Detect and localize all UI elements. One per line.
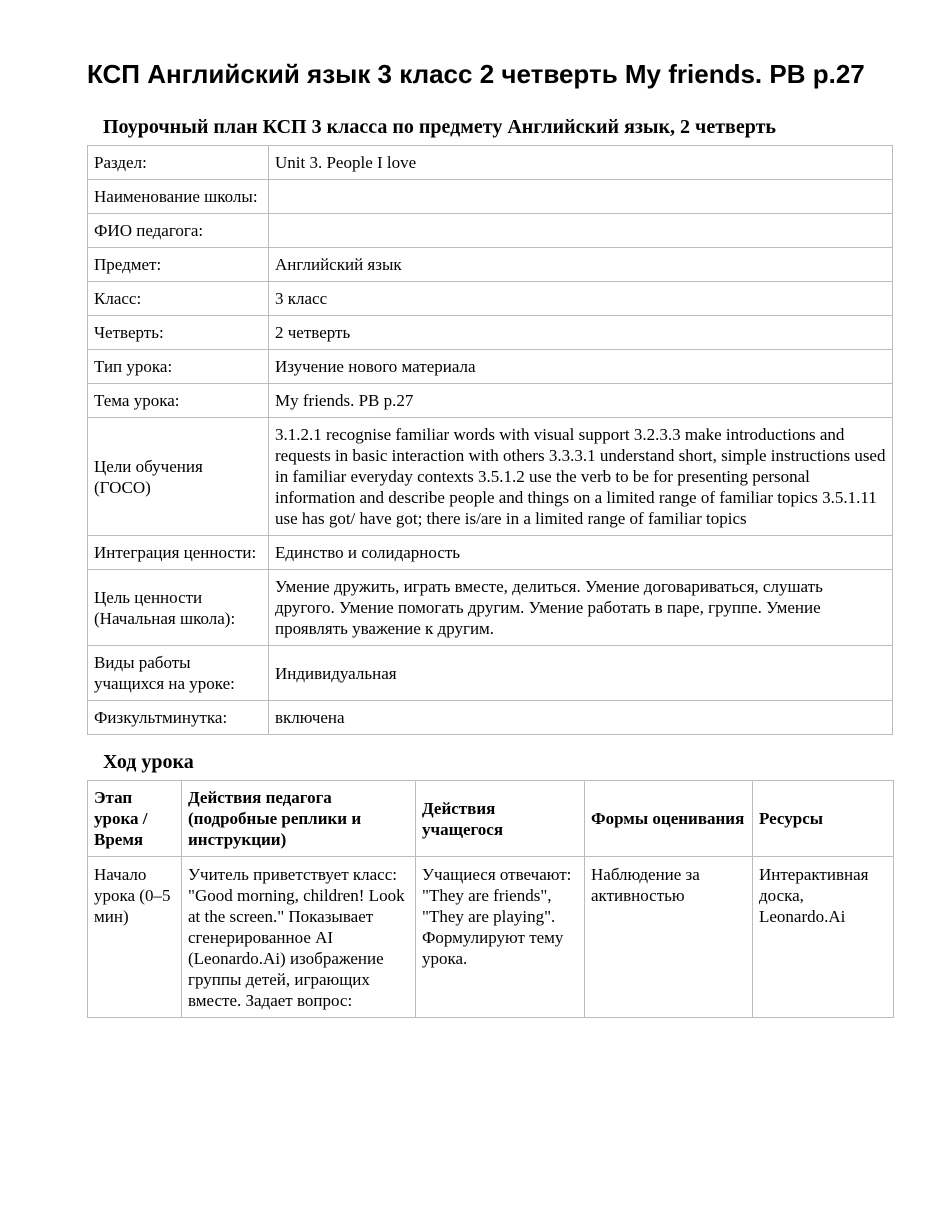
info-label: Наименование школы: xyxy=(88,180,269,214)
info-label: Четверть: xyxy=(88,316,269,350)
info-label: ФИО педагога: xyxy=(88,214,269,248)
info-value: Английский язык xyxy=(269,248,893,282)
info-row-section xyxy=(88,146,893,180)
flow-header-student-actions: Действия учащегося xyxy=(416,781,585,857)
flow-header-resources: Ресурсы xyxy=(753,781,894,857)
flow-header-assessment: Формы оценивания xyxy=(585,781,753,857)
info-label: Цель ценности (Начальная школа): xyxy=(88,570,269,646)
info-label: Тип урока: xyxy=(88,350,269,384)
info-label: Виды работы учащихся на уроке: xyxy=(88,646,269,701)
document-title: КСП Английский язык 3 класс 2 четверть My friends. PB p.27 xyxy=(87,59,865,89)
flow-cell-stage: Начало урока (0–5 мин) xyxy=(88,857,182,1018)
info-label: Физкультминутка: xyxy=(88,701,269,735)
flow-cell-student-actions: Учащиеся отвечают: "They are friends", "They are playing". Формулируют тему урока. xyxy=(416,857,585,1018)
document-page xyxy=(87,58,893,1018)
info-value: Индивидуальная xyxy=(269,646,893,701)
info-value: 2 четверть xyxy=(269,316,893,350)
info-label: Предмет: xyxy=(88,248,269,282)
info-value xyxy=(269,214,893,248)
info-row-work-types xyxy=(88,646,893,701)
lesson-flow-heading: Ход урока xyxy=(103,751,194,773)
info-value: 3 класс xyxy=(269,282,893,316)
info-value: включена xyxy=(269,701,893,735)
info-value: Unit 3. People I love xyxy=(269,146,893,180)
info-label: Раздел: xyxy=(88,146,269,180)
info-value: Единство и солидарность xyxy=(269,536,893,570)
info-row-physical-break xyxy=(88,701,893,735)
flow-header-teacher-actions: Действия педагога (подробные реплики и инструкции) xyxy=(182,781,416,857)
info-label: Класс: xyxy=(88,282,269,316)
lesson-plan-heading: Поурочный план КСП 3 класса по предмету Английский язык, 2 четверть xyxy=(103,116,776,138)
table-row xyxy=(88,857,894,1018)
info-row-lesson-topic xyxy=(88,384,893,418)
info-label: Цели обучения (ГОСО) xyxy=(88,418,269,536)
info-value: My friends. PB p.27 xyxy=(269,384,893,418)
info-row-teacher xyxy=(88,214,893,248)
info-row-lesson-type xyxy=(88,350,893,384)
info-row-school xyxy=(88,180,893,214)
flow-cell-assessment: Наблюдение за активностью xyxy=(585,857,753,1018)
info-value: Изучение нового материала xyxy=(269,350,893,384)
info-row-grade xyxy=(88,282,893,316)
info-label: Тема урока: xyxy=(88,384,269,418)
info-row-value-integration xyxy=(88,536,893,570)
info-row-value-goal xyxy=(88,570,893,646)
info-label: Интеграция ценности: xyxy=(88,536,269,570)
info-row-learning-objectives xyxy=(88,418,893,536)
info-row-quarter xyxy=(88,316,893,350)
info-value: Умение дружить, играть вместе, делиться. Умение договариваться, слушать другого. Умение помогать другим. Умение работать в паре, группе. Умение проявлять уважение к другим. xyxy=(269,570,893,646)
flow-cell-teacher-actions: Учитель приветствует класс: "Good morning, children! Look at the screen." Показывает сгенерированное AI (Leonardo.Ai) изображение группы детей, играющих вместе. Задает вопрос: xyxy=(182,857,416,1018)
flow-header-row xyxy=(88,781,894,857)
info-row-subject xyxy=(88,248,893,282)
info-value xyxy=(269,180,893,214)
flow-cell-resources: Интерактивная доска, Leonardo.Ai xyxy=(753,857,894,1018)
info-value: 3.1.2.1 recognise familiar words with visual support 3.2.3.3 make introductions and requests in basic interaction with others 3.3.3.1 understand short, simple instructions used in familiar everyday contexts 3.5.1.2 use the verb to be for presenting personal information and describe people and things on a limited range of familiar topics 3.5.1.11 use has got/ have got; there is/are in a limited range of familiar topics xyxy=(269,418,893,536)
lesson-flow-table xyxy=(87,780,894,1018)
lesson-info-table xyxy=(87,145,893,735)
flow-header-stage: Этап урока / Время xyxy=(88,781,182,857)
